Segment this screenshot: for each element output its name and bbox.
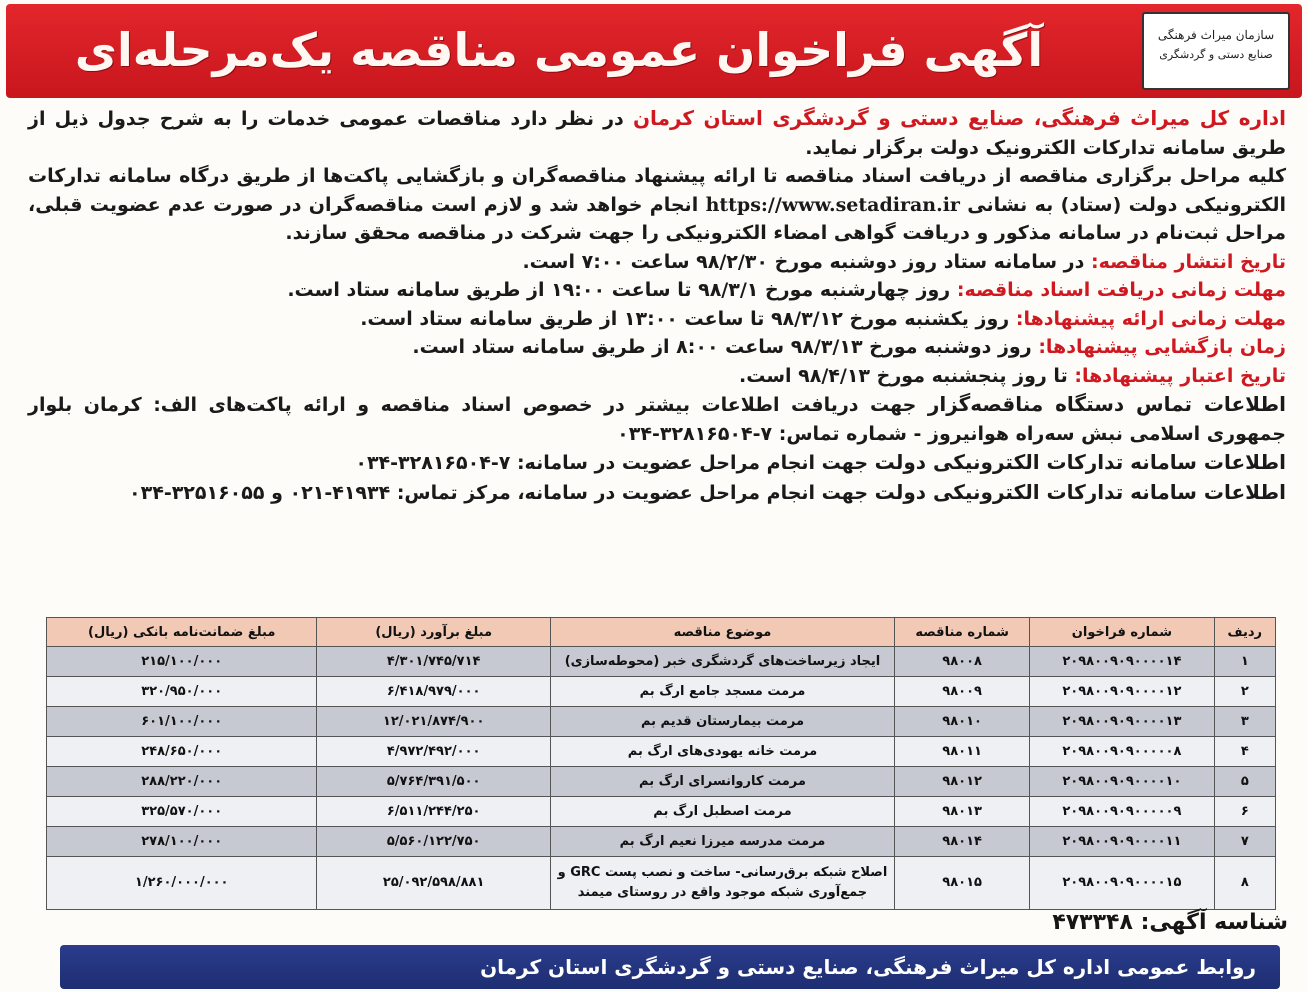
date-line xyxy=(28,248,1286,277)
table-row xyxy=(47,857,1276,910)
table-cell: ۹۸۰۱۲ xyxy=(895,767,1030,797)
date-label: تاریخ اعتبار پیشنهادها: xyxy=(1074,364,1286,387)
contact-text: جهت انجام مراحل عضویت در سامانه، مرکز تماس: ۴۱۹۳۴-۰۲۱ و ۳۲۵۱۶۰۵۵-۰۳۴ xyxy=(129,481,869,504)
date-label: زمان بازگشایی پیشنهادها: xyxy=(1038,336,1286,358)
logo-text-line2: صنایع دستی و گردشگری xyxy=(1159,48,1273,61)
table-cell: ۴/۳۰۱/۷۴۵/۷۱۴ xyxy=(317,647,551,677)
table-cell: ۲۰۹۸۰۰۹۰۹۰۰۰۰۰۹ xyxy=(1030,797,1214,827)
table-cell: ۹۸۰۰۹ xyxy=(895,677,1030,707)
table-cell: ۲۰۹۸۰۰۹۰۹۰۰۰۰۱۲ xyxy=(1030,677,1214,707)
table-cell: مرمت کاروانسرای ارگ بم xyxy=(550,767,894,797)
table-cell: ۵/۷۶۴/۳۹۱/۵۰۰ xyxy=(317,767,551,797)
tender-table-container xyxy=(46,617,1276,907)
table-cell: ۲۰۹۸۰۰۹۰۹۰۰۰۰۰۸ xyxy=(1030,737,1214,767)
table-cell: مرمت خانه یهودی‌های ارگ بم xyxy=(550,737,894,767)
table-cell: مرمت بیمارستان قدیم بم xyxy=(550,707,894,737)
organization-name: اداره کل میراث فرهنگی، صنایع دستی و گردشگری استان کرمان xyxy=(632,106,1286,130)
date-label: تاریخ انتشار مناقصه: xyxy=(1090,250,1286,273)
tender-table xyxy=(46,617,1276,910)
table-row xyxy=(47,737,1276,767)
date-line xyxy=(28,276,1286,305)
table-cell: ۲۰۹۸۰۰۹۰۹۰۰۰۰۱۰ xyxy=(1030,767,1214,797)
table-cell: ۲۸۸/۲۲۰/۰۰۰ xyxy=(47,767,317,797)
table-cell: ۹۸۰۰۸ xyxy=(895,647,1030,677)
table-row xyxy=(47,767,1276,797)
table-cell: ایجاد زیرساخت‌های گردشگری خبر (محوطه‌سازی) xyxy=(550,647,894,677)
table-cell: مرمت مسجد جامع ارگ بم xyxy=(550,677,894,707)
date-label: مهلت زمانی ارائه پیشنهادها: xyxy=(1015,307,1286,330)
contact-line xyxy=(28,448,1286,478)
table-cell: ۹۸۰۱۴ xyxy=(895,827,1030,857)
table-cell: ۱ xyxy=(1214,647,1275,677)
table-cell: ۲۰۹۸۰۰۹۰۹۰۰۰۰۱۴ xyxy=(1030,647,1214,677)
table-cell: ۲۱۵/۱۰۰/۰۰۰ xyxy=(47,647,317,677)
process-text-b: انجام خواهد شد و لازم است مناقصه‌گران در صورت عدم عضویت قبلی، مراحل ثبت‌نام در سامانه مذکور و دریافت گواهی امضاء الکترونیکی را جهت شرکت در مناقصه محقق سازند. xyxy=(28,193,1286,244)
organization-logo xyxy=(1142,12,1290,90)
footer-banner: روابط عمومی اداره کل میراث فرهنگی، صنایع دستی و گردشگری استان کرمان xyxy=(60,945,1280,989)
table-cell: ۲۴۸/۶۵۰/۰۰۰ xyxy=(47,737,317,767)
date-line xyxy=(28,362,1286,391)
column-header: ردیف xyxy=(1214,618,1275,647)
table-cell: ۶/۴۱۸/۹۷۹/۰۰۰ xyxy=(317,677,551,707)
table-row xyxy=(47,827,1276,857)
contact-label: اطلاعات سامانه تدارکات الکترونیکی دولت xyxy=(874,450,1286,474)
table-row xyxy=(47,677,1276,707)
table-cell: اصلاح شبکه برق‌رسانی- ساخت و نصب پست GRC و جمع‌آوری شبکه موجود واقع در روستای میمند xyxy=(550,857,894,910)
column-header: موضوع مناقصه xyxy=(550,618,894,647)
table-cell: ۳۲۰/۹۵۰/۰۰۰ xyxy=(47,677,317,707)
intro-text: در نظر دارد مناقصات عمومی خدمات را به شرح جدول ذیل از طریق سامانه تدارکات الکترونیک دولت برگزار نماید. xyxy=(28,108,1286,159)
date-line xyxy=(28,305,1286,334)
table-cell: ۲۵/۰۹۲/۵۹۸/۸۸۱ xyxy=(317,857,551,910)
date-text: در سامانه ستاد روز دوشنبه مورخ ۹۸/۲/۳۰ ساعت ۷:۰۰ است. xyxy=(522,250,1085,273)
notice-body xyxy=(28,104,1286,507)
ad-identifier: شناسه آگهی: ۴۷۳۳۴۸ xyxy=(1052,910,1288,935)
table-cell: ۲۰۹۸۰۰۹۰۹۰۰۰۰۱۵ xyxy=(1030,857,1214,910)
table-cell: ۲۰۹۸۰۰۹۰۹۰۰۰۰۱۳ xyxy=(1030,707,1214,737)
date-text: روز یکشنبه مورخ ۹۸/۳/۱۲ تا ساعت ۱۳:۰۰ از طریق سامانه ستاد است. xyxy=(360,307,1010,330)
table-cell: ۶ xyxy=(1214,797,1275,827)
table-cell: ۲۰۹۸۰۰۹۰۹۰۰۰۰۱۱ xyxy=(1030,827,1214,857)
process-text-a: کلیه مراحل برگزاری مناقصه از دریافت اسناد مناقصه تا ارائه پیشنهاد مناقصه‌گران و بازگشایی پاکت‌ها از طریق درگاه سامانه تدارکات الکترونیکی دولت (ستاد) به نشانی xyxy=(28,165,1286,216)
table-cell: ۵ xyxy=(1214,767,1275,797)
table-cell: ۹۸۰۱۱ xyxy=(895,737,1030,767)
setad-url-link[interactable]: https://www.setadiran.ir xyxy=(705,193,960,216)
table-cell: ۶۰۱/۱۰۰/۰۰۰ xyxy=(47,707,317,737)
table-row xyxy=(47,647,1276,677)
table-cell: ۹۸۰۱۵ xyxy=(895,857,1030,910)
table-cell: ۶/۵۱۱/۲۴۴/۲۵۰ xyxy=(317,797,551,827)
date-label: مهلت زمانی دریافت اسناد مناقصه: xyxy=(956,279,1286,301)
table-cell: مرمت مدرسه میرزا نعیم ارگ بم xyxy=(550,827,894,857)
intro-paragraph-1 xyxy=(28,104,1286,162)
logo-text-line1: سازمان میراث فرهنگی xyxy=(1157,28,1275,42)
header-banner xyxy=(6,4,1302,98)
table-row xyxy=(47,797,1276,827)
table-cell: ۹۸۰۱۳ xyxy=(895,797,1030,827)
date-text: تا روز پنجشنبه مورخ ۹۸/۴/۱۳ است. xyxy=(739,364,1068,387)
table-cell: ۲ xyxy=(1214,677,1275,707)
contact-line xyxy=(28,390,1286,448)
contact-text: جهت انجام مراحل عضویت در سامانه: ۷-۳۲۸۱۶۵۰۴-۰۳۴ xyxy=(355,452,869,474)
table-cell: ۴/۹۷۲/۴۹۲/۰۰۰ xyxy=(317,737,551,767)
contact-text: جهت دریافت اطلاعات بیشتر در خصوص اسناد مناقصه و ارائه پاکت‌های الف: کرمان بلوار جمهوری اسلامی نبش سه‌راه هوانیروز - شماره تماس: ۷-۳۲۸۱۶۵۰۴-۰۳۴ xyxy=(28,394,1286,445)
date-line xyxy=(28,333,1286,362)
page-title: آگهی فراخوان عمومی مناقصه یک‌مرحله‌ای xyxy=(74,23,1044,77)
table-cell: ۹۸۰۱۰ xyxy=(895,707,1030,737)
date-text: روز دوشنبه مورخ ۹۸/۳/۱۳ ساعت ۸:۰۰ از طریق سامانه ستاد است. xyxy=(412,336,1032,358)
column-header: شماره فراخوان xyxy=(1030,618,1214,647)
contact-label: اطلاعات سامانه تدارکات الکترونیکی دولت xyxy=(874,479,1286,504)
table-cell: ۳۲۵/۵۷۰/۰۰۰ xyxy=(47,797,317,827)
contact-label: اطلاعات تماس دستگاه مناقصه‌گزار xyxy=(927,392,1286,416)
table-cell: ۱۲/۰۲۱/۸۷۴/۹۰۰ xyxy=(317,707,551,737)
column-header: شماره مناقصه xyxy=(895,618,1030,647)
table-header-row xyxy=(47,618,1276,647)
table-cell: ۸ xyxy=(1214,857,1275,910)
contact-line xyxy=(28,478,1286,508)
table-cell: ۷ xyxy=(1214,827,1275,857)
table-row xyxy=(47,707,1276,737)
table-cell: ۲۷۸/۱۰۰/۰۰۰ xyxy=(47,827,317,857)
date-text: روز چهارشنبه مورخ ۹۸/۳/۱ تا ساعت ۱۹:۰۰ از طریق سامانه ستاد است. xyxy=(287,279,951,301)
intro-paragraph-2 xyxy=(28,162,1286,248)
table-cell: ۵/۵۶۰/۱۲۲/۷۵۰ xyxy=(317,827,551,857)
table-cell: مرمت اصطبل ارگ بم xyxy=(550,797,894,827)
table-cell: ۴ xyxy=(1214,737,1275,767)
table-cell: ۳ xyxy=(1214,707,1275,737)
column-header: مبلغ برآورد (ریال) xyxy=(317,618,551,647)
table-cell: ۱/۲۶۰/۰۰۰/۰۰۰ xyxy=(47,857,317,910)
column-header: مبلغ ضمانت‌نامه بانکی (ریال) xyxy=(47,618,317,647)
